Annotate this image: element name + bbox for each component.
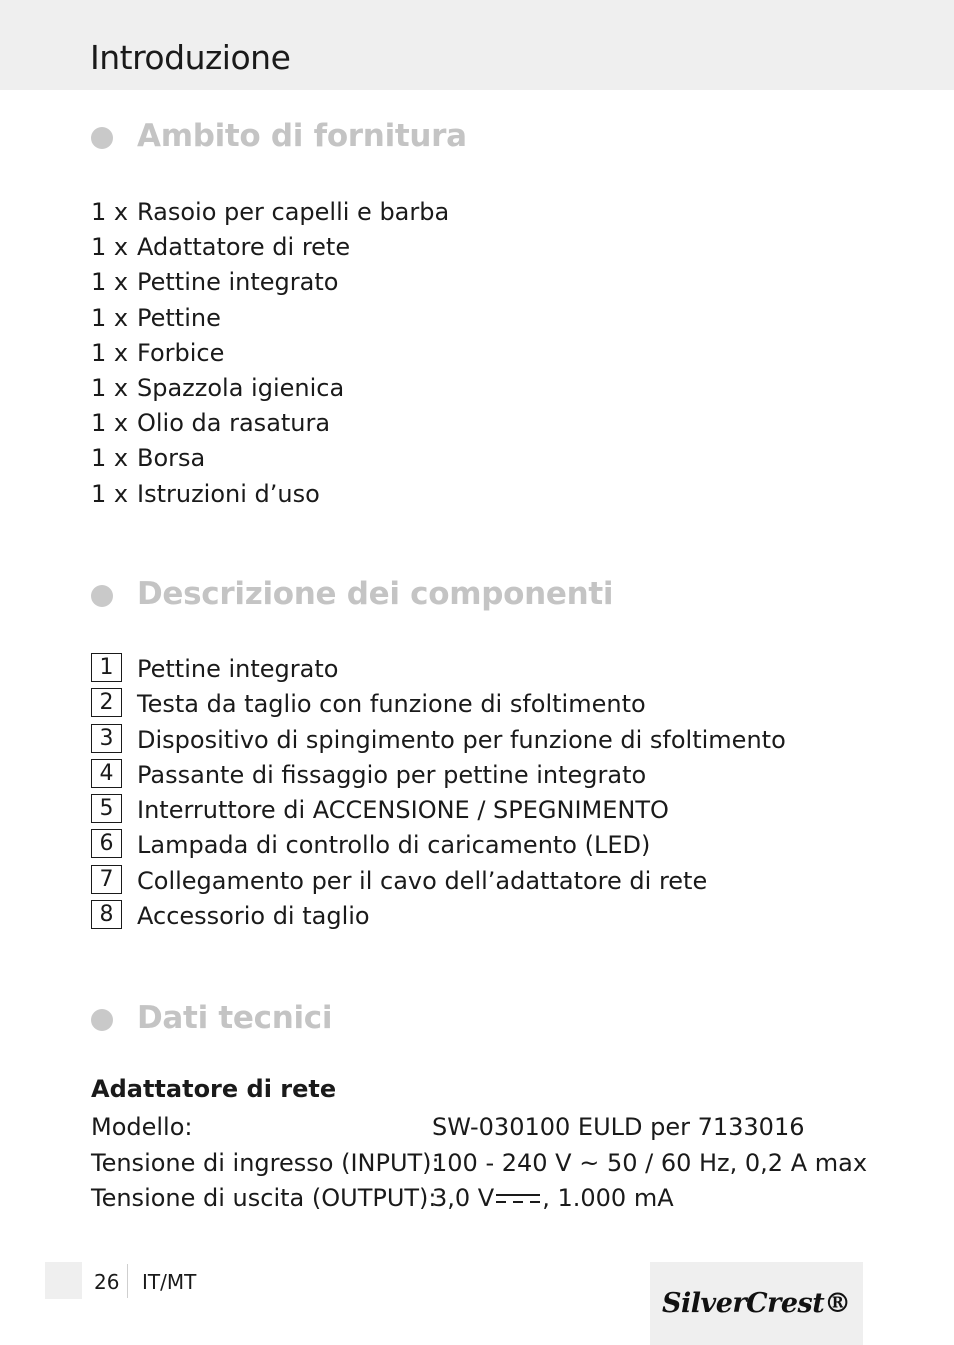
spec-label: Tensione di ingresso (INPUT): (91, 1149, 440, 1177)
component-number: 6 (91, 829, 122, 858)
component-number: 5 (91, 794, 122, 823)
list-item (91, 336, 449, 371)
component-number: 7 (91, 865, 122, 894)
language-code: IT/MT (142, 1270, 197, 1294)
list-item (91, 301, 449, 336)
direct-current-icon (496, 1192, 540, 1206)
component-label: Collegamento per il cavo dell’adattatore di rete (137, 866, 708, 895)
item-qty: 1 x (91, 373, 129, 402)
spec-label: Modello: (91, 1113, 193, 1141)
output-current: , 1.000 mA (542, 1184, 674, 1212)
page-title: Introduzione (90, 38, 291, 77)
footer-divider (127, 1264, 128, 1298)
bullet-icon (91, 585, 113, 607)
item-qty: 1 x (91, 338, 129, 367)
list-item (91, 441, 449, 476)
item-label: Spazzola igienica (137, 373, 345, 402)
list-item (91, 195, 449, 230)
item-label: Adattatore di rete (137, 233, 351, 262)
component-number: 8 (91, 900, 122, 929)
item-label: Olio da rasatura (137, 409, 331, 438)
output-voltage: 3,0 V (432, 1184, 495, 1212)
item-label: Pettine (137, 303, 221, 332)
item-qty: 1 x (91, 233, 129, 262)
component-number: 4 (91, 759, 122, 788)
list-item (91, 406, 449, 441)
brand-logo (650, 1262, 863, 1345)
item-label: Istruzioni d’uso (137, 479, 320, 508)
component-number: 1 (91, 653, 122, 682)
spec-value: 100 - 240 V ~ 50 / 60 Hz, 0,2 A max (432, 1149, 868, 1177)
page-number: 26 (94, 1270, 120, 1294)
component-label: Passante di fissaggio per pettine integrato (137, 760, 647, 789)
item-label: Rasoio per capelli e barba (137, 198, 450, 226)
list-item (91, 371, 449, 406)
component-label: Interruttore di ACCENSIONE / SPEGNIMENTO (137, 796, 669, 825)
item-label: Pettine integrato (137, 268, 339, 297)
bullet-icon (91, 1009, 113, 1031)
spec-label: Tensione di uscita (OUTPUT): (91, 1184, 437, 1212)
section-title: Ambito di fornitura (137, 118, 467, 154)
item-qty: 1 x (91, 479, 129, 508)
spec-value-output (432, 1181, 674, 1216)
item-qty: 1 x (91, 303, 129, 332)
supply-list (91, 195, 449, 512)
list-item (91, 265, 449, 300)
component-label: Pettine integrato (137, 655, 339, 683)
section-title: Descrizione dei componenti (137, 576, 614, 612)
bullet-icon (91, 127, 113, 149)
item-qty: 1 x (91, 268, 129, 297)
footer-box (45, 1262, 82, 1299)
list-item (91, 230, 449, 265)
item-qty: 1 x (91, 198, 129, 226)
list-item (91, 477, 449, 512)
component-label: Lampada di controllo di caricamento (LED) (137, 831, 651, 860)
component-label: Dispositivo di spingimento per funzione di sfoltimento (137, 725, 786, 754)
adapter-subheading: Adattatore di rete (91, 1075, 337, 1103)
component-label: Testa da taglio con funzione di sfoltimento (137, 690, 646, 719)
section-title: Dati tecnici (137, 1000, 333, 1036)
item-label: Borsa (137, 444, 206, 473)
component-label: Accessorio di taglio (137, 902, 370, 931)
item-label: Forbice (137, 338, 225, 367)
item-qty: 1 x (91, 409, 129, 438)
component-number: 3 (91, 724, 122, 753)
item-qty: 1 x (91, 444, 129, 473)
brand-logo-text: SilverCrest® (662, 1288, 851, 1319)
component-number: 2 (91, 688, 122, 717)
spec-value: SW-030100 EULD per 7133016 (432, 1113, 805, 1141)
